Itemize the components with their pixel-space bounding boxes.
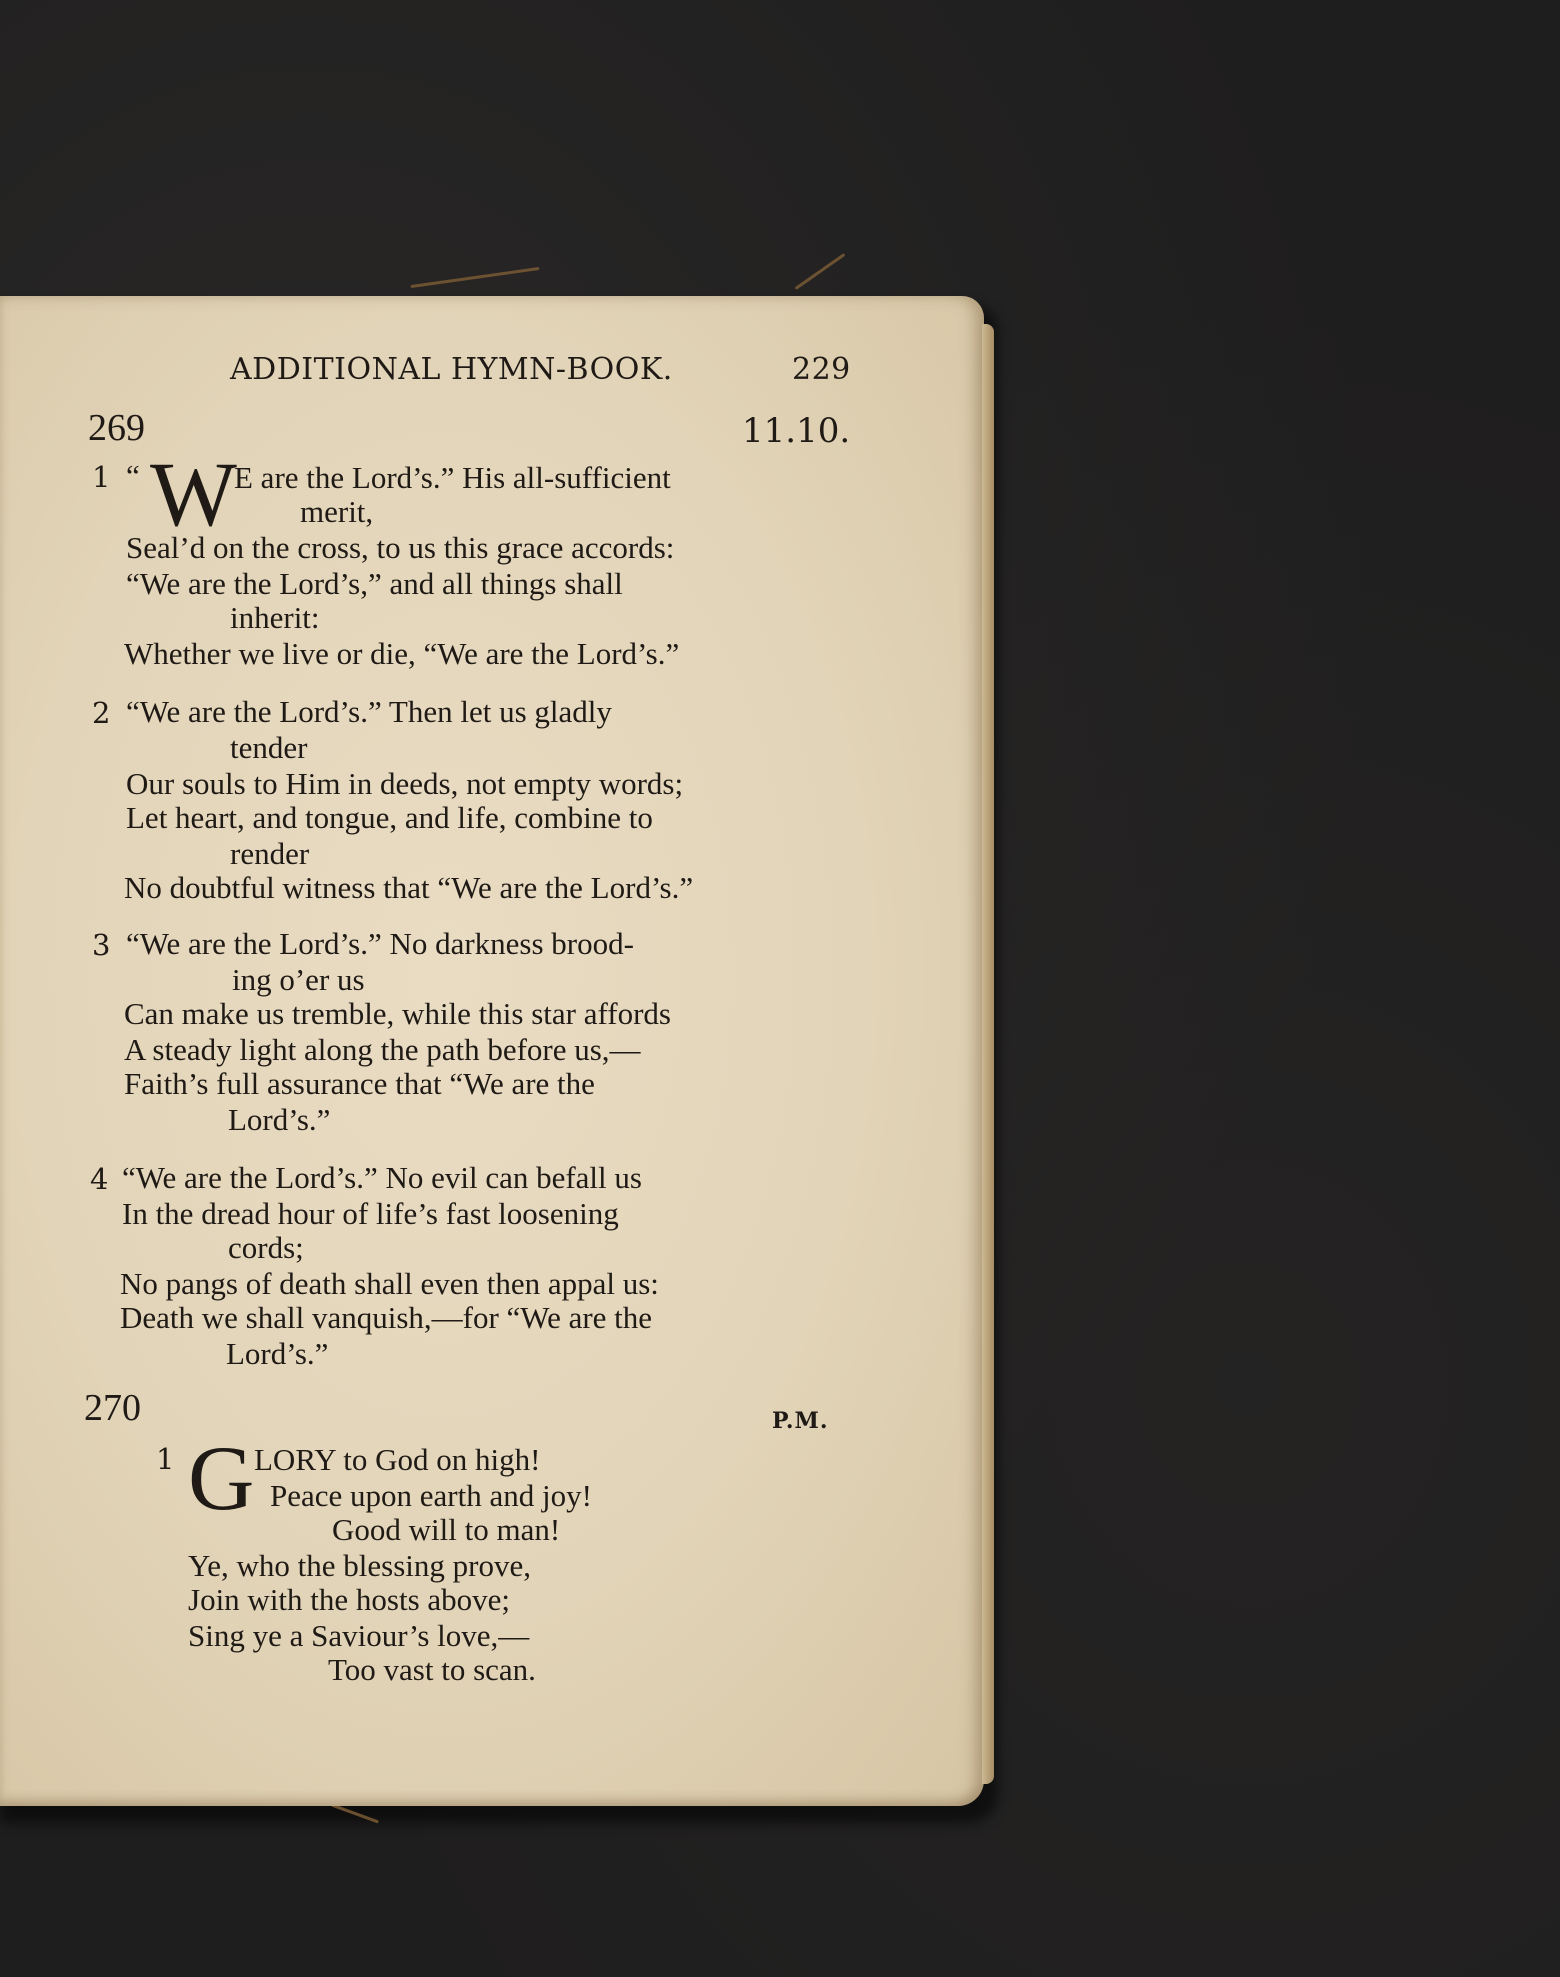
verse-line: In the dread hour of life’s fast loosening	[122, 1196, 619, 1231]
verse-line: Peace upon earth and joy!	[270, 1478, 592, 1513]
verse-line: No pangs of death shall even then appal us:	[120, 1266, 659, 1301]
verse-line: No doubtful witness that “We are the Lord’s.”	[124, 870, 694, 905]
verse-number: 3	[92, 928, 111, 962]
verse-line: “We are the Lord’s.” Then let us gladly	[126, 694, 612, 729]
verse-line: ing o’er us	[232, 962, 365, 997]
hymn-number-270: 270	[84, 1387, 141, 1429]
running-head: ADDITIONAL HYMN-BOOK.	[230, 352, 673, 387]
verse-line: Our souls to Him in deeds, not empty words;	[126, 766, 684, 801]
verse-line: E are the Lord’s.” His all-sufficient	[234, 460, 671, 495]
hymn-meter-270: P.M.	[772, 1408, 829, 1434]
verse-line: Seal’d on the cross, to us this grace accords:	[126, 530, 675, 565]
hymn-number-269: 269	[88, 407, 145, 449]
verse-line: Death we shall vanquish,—for “We are the	[120, 1300, 653, 1335]
verse-line: Good will to man!	[332, 1512, 561, 1547]
verse-line: Ye, who the blessing prove,	[188, 1548, 531, 1583]
verse-line: LORY to God on high!	[254, 1442, 541, 1477]
verse-line: “We are the Lord’s,” and all things shall	[126, 566, 623, 601]
book-page	[0, 296, 984, 1806]
verse-line: Lord’s.”	[228, 1102, 331, 1137]
verse-number: 2	[92, 696, 111, 730]
verse-number: 4	[90, 1162, 109, 1196]
verse-line: “We are the Lord’s.” No evil can befall us	[122, 1160, 642, 1195]
verse-line: inherit:	[230, 600, 320, 635]
verse-line: tender	[230, 730, 308, 765]
verse-line: Lord’s.”	[226, 1336, 329, 1371]
page-edge	[982, 324, 994, 1784]
page-number: 229	[792, 352, 851, 387]
verse-number: 1	[156, 1442, 175, 1476]
hymn-meter-269: 11.10.	[742, 411, 851, 451]
verse-line: Join with the hosts above;	[188, 1582, 511, 1617]
open-quote: “	[126, 458, 140, 493]
drop-cap-g: G	[188, 1427, 255, 1529]
verse-line: render	[230, 836, 310, 871]
verse-line: Can make us tremble, while this star affords	[124, 996, 671, 1031]
verse-line: Too vast to scan.	[328, 1652, 536, 1687]
verse-line: A steady light along the path before us,—	[124, 1032, 641, 1067]
verse-line: Sing ye a Saviour’s love,—	[188, 1618, 530, 1653]
verse-number: 1	[92, 460, 111, 494]
verse-line: Whether we live or die, “We are the Lord’s.”	[124, 636, 680, 671]
verse-line: cords;	[228, 1230, 304, 1265]
verse-line: merit,	[300, 494, 374, 529]
verse-line: Let heart, and tongue, and life, combine to	[126, 800, 653, 835]
drop-cap-w: W	[150, 443, 237, 545]
verse-line: “We are the Lord’s.” No darkness brood-	[126, 926, 634, 961]
verse-line: Faith’s full assurance that “We are the	[124, 1066, 595, 1101]
